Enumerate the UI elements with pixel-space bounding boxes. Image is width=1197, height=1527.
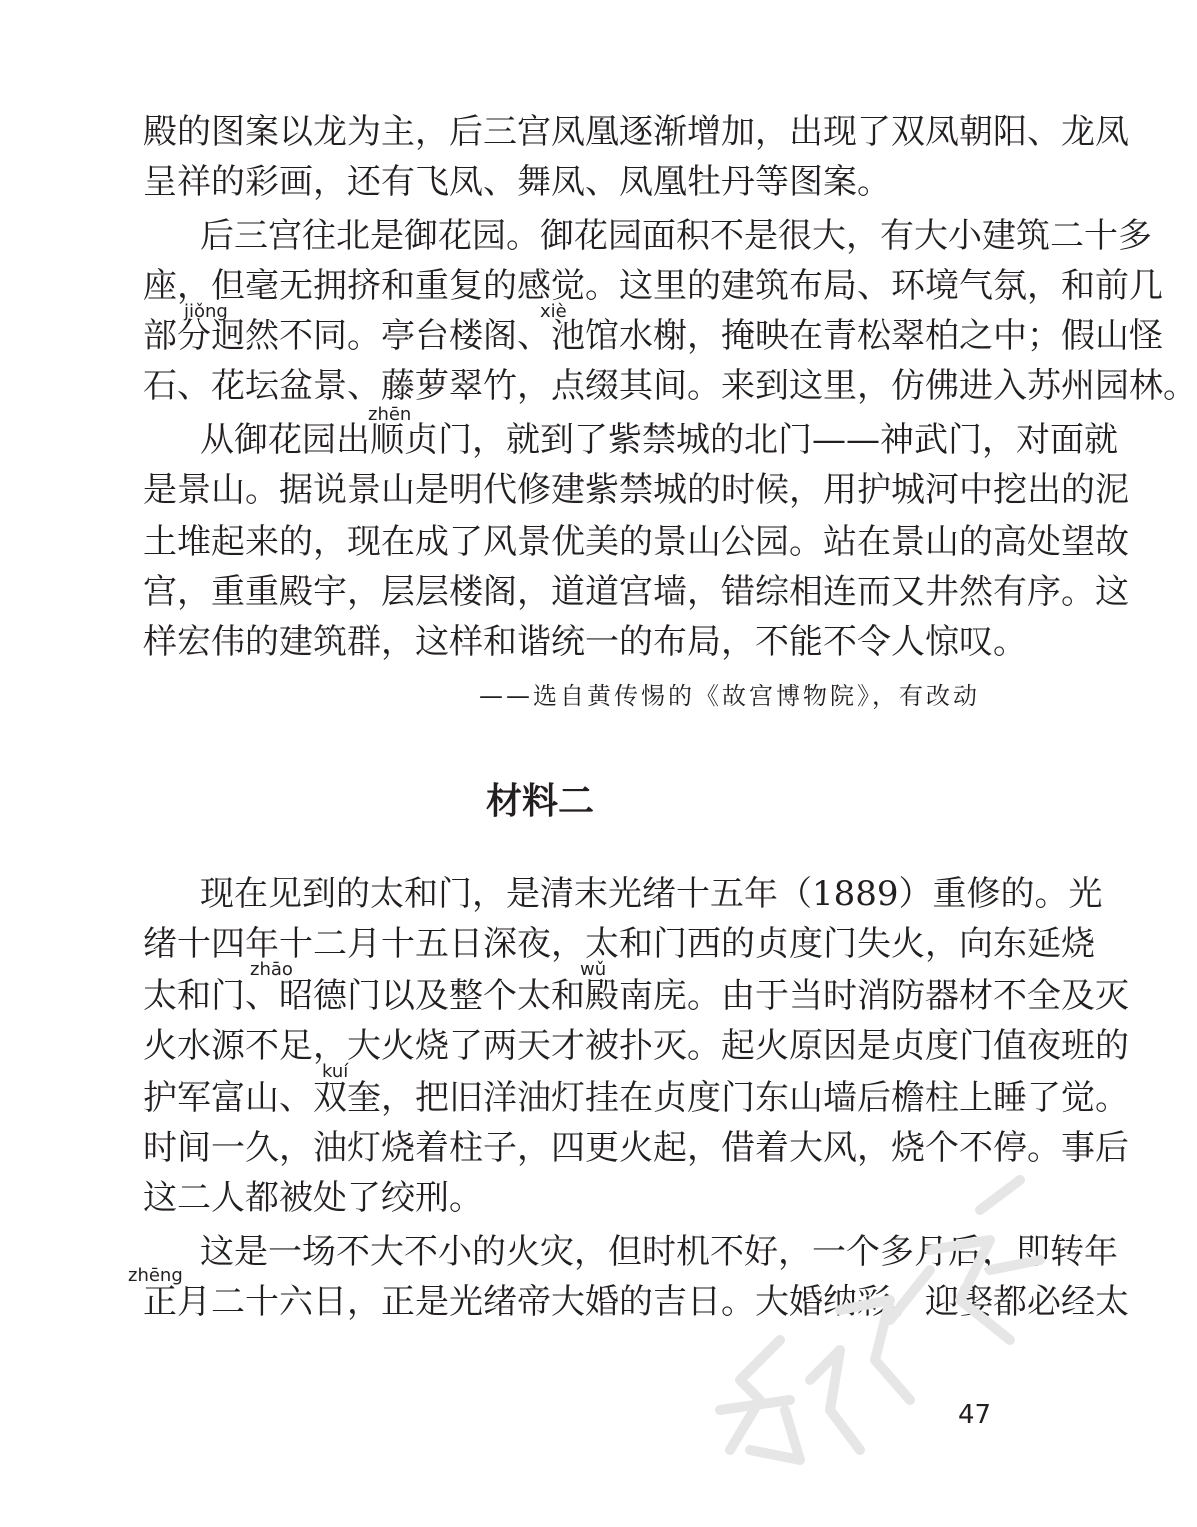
section-line-2: 绪十四年十二月十五日深夜，太和门西的贞度门失火，向东延烧	[143, 924, 1095, 964]
text-line-5: 部分迥然不同。亭台楼阁、池馆水榭，掩映在青松翠柏之中；假山怪	[143, 316, 1163, 356]
text-line-3: 后三宫往北是御花园。御花园面积不是很大，有大小建筑二十多	[200, 216, 1152, 256]
source-attribution: ——选自黄传惕的《故宫博物院》，有改动	[479, 682, 980, 710]
text-line-7: 从御花园出顺贞门，就到了紫禁城的北门——神武门，对面就	[200, 420, 1118, 460]
pinyin-wu: wǔ	[580, 959, 607, 980]
section-title: 材料二	[485, 781, 594, 822]
section-line-5: 护军富山、双奎，把旧洋油灯挂在贞度门东山墙后檐柱上睡了觉。	[143, 1078, 1129, 1118]
pinyin-xie: xiè	[540, 301, 567, 322]
text-line-10: 宫，重重殿宇，层层楼阁，道道宫墙，错综相连而又井然有序。这	[143, 572, 1129, 612]
pinyin-kui: kuí	[322, 1061, 349, 1082]
section-line-1: 现在见到的太和门，是清末光绪十五年（1889）重修的。光	[200, 874, 1103, 914]
section-line-4: 火水源不足，大火烧了两天才被扑灭。起火原因是贞度门值夜班的	[143, 1026, 1129, 1066]
text-line-8: 是景山。据说景山是明代修建紫禁城的时候，用护城河中挖出的泥	[143, 470, 1129, 510]
pinyin-zhen: zhēn	[368, 404, 412, 425]
text-line-4: 座，但毫无拥挤和重复的感觉。这里的建筑布局、环境气氛，和前几	[143, 266, 1163, 306]
section-line-3: 太和门、昭德门以及整个太和殿南庑。由于当时消防器材不全及灭	[143, 976, 1129, 1016]
pinyin-zhao: zhāo	[250, 959, 293, 980]
page-number: 47	[958, 1400, 992, 1430]
text-line-2: 呈祥的彩画，还有飞凤、舞凤、凤凰牡丹等图案。	[143, 162, 891, 202]
section-line-8: 这是一场不大不小的火灾，但时机不好，一个多月后，即转年	[200, 1232, 1118, 1272]
text-line-11: 样宏伟的建筑群，这样和谐统一的布局，不能不令人惊叹。	[143, 622, 1027, 662]
section-line-9: 正月二十六日，正是光绪帝大婚的吉日。大婚纳彩、迎娶都必经太	[143, 1282, 1129, 1322]
pinyin-jiong: jiǒng	[184, 301, 228, 322]
section-line-7: 这二人都被处了绞刑。	[143, 1178, 483, 1218]
text-line-1: 殿的图案以龙为主，后三宫凤凰逐渐增加，出现了双凤朝阳、龙凤	[143, 112, 1129, 152]
text-line-6: 石、花坛盆景、藤萝翠竹，点缀其间。来到这里，仿佛进入苏州园林。	[143, 366, 1197, 406]
text-line-9: 土堆起来的，现在成了风景优美的景山公园。站在景山的高处望故	[143, 522, 1129, 562]
section-line-6: 时间一久，油灯烧着柱子，四更火起，借着大风，烧个不停。事后	[143, 1128, 1129, 1168]
pinyin-zheng: zhēng	[128, 1265, 183, 1286]
